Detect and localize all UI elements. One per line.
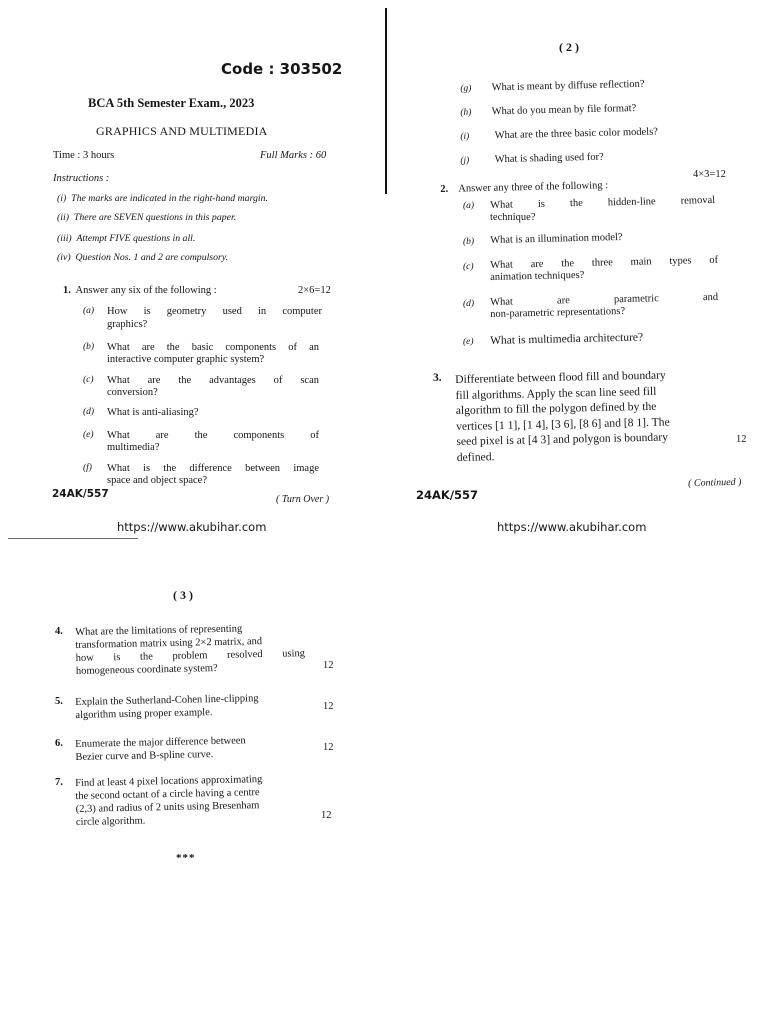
part-text-line: What is the difference between image xyxy=(107,463,319,474)
part-label: (f) xyxy=(83,463,92,473)
question-number: 6. xyxy=(55,738,63,749)
page-divider xyxy=(385,8,387,194)
source-url[interactable]: https://www.akubihar.com xyxy=(117,520,267,534)
instruction-text: There are SEVEN questions in this paper. xyxy=(73,212,237,223)
part-text-line: conversion? xyxy=(107,387,158,398)
part-label: (a) xyxy=(83,306,95,316)
question-marks: 12 xyxy=(323,660,334,671)
part-label: (c) xyxy=(463,262,474,272)
question-4 xyxy=(75,621,316,678)
question-text: Answer any three of the following : xyxy=(458,180,609,195)
turn-over-note: ( Turn Over ) xyxy=(276,494,330,505)
question-number: 4. xyxy=(55,626,63,637)
question-marks: 12 xyxy=(323,742,334,753)
part-text-line: animation techniques? xyxy=(490,269,585,283)
part-item xyxy=(460,96,636,119)
question-text-line: Enumerate the major difference between xyxy=(75,735,246,750)
question-text-line: Find at least 4 pixel locations approximating xyxy=(75,774,263,789)
part-item xyxy=(460,120,658,143)
part-text-line: How is geometry used in computer xyxy=(107,306,322,317)
part-text-line: graphics? xyxy=(107,319,148,330)
instruction-num: (i) xyxy=(57,193,67,204)
question-number: 1. xyxy=(63,285,71,296)
part-label: (g) xyxy=(460,83,472,94)
part-label: (e) xyxy=(83,430,94,440)
time-allowed: Time : 3 hours xyxy=(53,150,115,161)
part-label: (i) xyxy=(460,131,470,142)
part-text-line: What is anti-aliasing? xyxy=(107,407,199,418)
instruction-item xyxy=(57,212,236,223)
question-number: 7. xyxy=(55,777,63,788)
part-text-line: space and object space? xyxy=(107,475,207,486)
part-text-line: What are the components of xyxy=(107,430,319,441)
instruction-text: Attempt FIVE questions in all. xyxy=(76,233,196,244)
part-item xyxy=(460,145,604,167)
instruction-item xyxy=(57,193,268,204)
question-text: Answer any six of the following : xyxy=(75,285,217,296)
question-number: 5. xyxy=(55,696,63,707)
part-label: (a) xyxy=(463,201,475,211)
part-text-line: What is multimedia architecture? xyxy=(490,331,644,347)
question-text-line: how is the problem resolved using xyxy=(75,648,306,664)
full-marks: Full Marks : 60 xyxy=(260,150,327,161)
instructions-title: Instructions : xyxy=(53,173,110,184)
source-url[interactable]: https://www.akubihar.com xyxy=(497,520,647,534)
part-text-line: What is an illumination model? xyxy=(490,231,623,246)
part-item xyxy=(460,72,645,95)
instruction-num: (iv) xyxy=(57,252,71,263)
question-text-line: homogeneous coordinate system? xyxy=(75,663,218,677)
question-2 xyxy=(440,173,608,196)
part-label: (d) xyxy=(83,407,95,417)
question-marks: 12 xyxy=(323,701,334,712)
question-marks: 2×6=12 xyxy=(298,285,331,296)
part-text-line: What are the basic components of an xyxy=(107,342,319,353)
page-number: ( 3 ) xyxy=(173,588,193,602)
part-label: (b) xyxy=(83,342,95,352)
part-text-line: What are the advantages of scan xyxy=(107,375,319,386)
exam-title: BCA 5th Semester Exam., 2023 xyxy=(88,96,255,110)
question-number: 3. xyxy=(433,372,442,384)
question-text-line: the second octant of a circle having a centre xyxy=(75,787,260,802)
question-text-line: seed pixel is at [4 3] and polygon is boundary xyxy=(456,430,669,448)
question-5 xyxy=(75,691,315,722)
part-text-line: multimedia? xyxy=(107,442,160,453)
instruction-item xyxy=(57,252,228,263)
subject-title: GRAPHICS AND MULTIMEDIA xyxy=(96,124,268,138)
question-marks: 4×3=12 xyxy=(693,169,726,180)
question-text-line: algorithm using proper example. xyxy=(75,707,213,721)
end-mark: *** xyxy=(176,852,196,864)
paper-code: Code : 303502 xyxy=(221,60,343,78)
question-text-line: (2,3) and radius of 2 units using Bresenham xyxy=(75,800,260,815)
question-text-line: Differentiate between flood fill and boundary xyxy=(455,368,666,386)
part-label: (h) xyxy=(460,107,472,118)
question-1 xyxy=(63,284,217,297)
instruction-num: (ii) xyxy=(57,212,69,223)
part-text-line: What are parametric and xyxy=(490,291,719,308)
question-text-line: Explain the Sutherland-Cohen line-clipping xyxy=(75,693,259,708)
part-text-line: What are the three main types of xyxy=(490,254,719,271)
part-text-line: What is the hidden-line removal xyxy=(490,194,716,211)
part-label: (c) xyxy=(83,375,94,385)
part-text-line: technique? xyxy=(490,212,536,223)
instruction-num: (iii) xyxy=(57,233,72,244)
question-text-line: defined. xyxy=(456,449,495,464)
question-marks: 12 xyxy=(321,810,332,821)
continued-note: ( Continued ) xyxy=(688,476,742,489)
question-7 xyxy=(75,772,316,829)
question-text-line: What are the limitations of representing xyxy=(75,623,243,638)
part-text: What is meant by diffuse reflection? xyxy=(491,78,645,94)
question-3 xyxy=(455,366,729,465)
part-label: (j) xyxy=(460,155,470,166)
question-number: 2. xyxy=(440,183,449,195)
question-text-line: vertices [1 1], [1 4], [3 6], [8 6] and [8 1]. The xyxy=(455,415,670,433)
part-label: (b) xyxy=(463,237,475,247)
page-number: ( 2 ) xyxy=(559,40,579,54)
part-text: What is shading used for? xyxy=(494,151,604,166)
instruction-text: The marks are indicated in the right-hand margin. xyxy=(71,193,268,204)
part-label: (e) xyxy=(463,337,474,347)
footer-code: 24AK/557 xyxy=(52,488,109,500)
instruction-item xyxy=(57,233,195,244)
question-text-line: Bezier curve and B-spline curve. xyxy=(75,749,214,763)
divider-line xyxy=(8,538,138,539)
question-text-line: circle algorithm. xyxy=(75,815,146,828)
question-text-line: transformation matrix using 2×2 matrix, and xyxy=(75,636,263,651)
part-label: (d) xyxy=(463,299,475,309)
footer-code: 24AK/557 xyxy=(416,488,479,502)
question-text-line: algorithm to fill the polygon defined by the xyxy=(455,399,657,417)
question-text-line: fill algorithms. Apply the scan line seed fill xyxy=(455,384,657,402)
part-text: What are the three basic color models? xyxy=(494,126,659,142)
question-6 xyxy=(75,733,315,764)
part-text-line: interactive computer graphic system? xyxy=(107,354,265,365)
instruction-text: Question Nos. 1 and 2 are compulsory. xyxy=(75,252,229,263)
part-text-line: non-parametric representations? xyxy=(490,305,626,320)
part-text: What do you mean by file format? xyxy=(491,103,637,118)
question-marks: 12 xyxy=(736,434,747,445)
